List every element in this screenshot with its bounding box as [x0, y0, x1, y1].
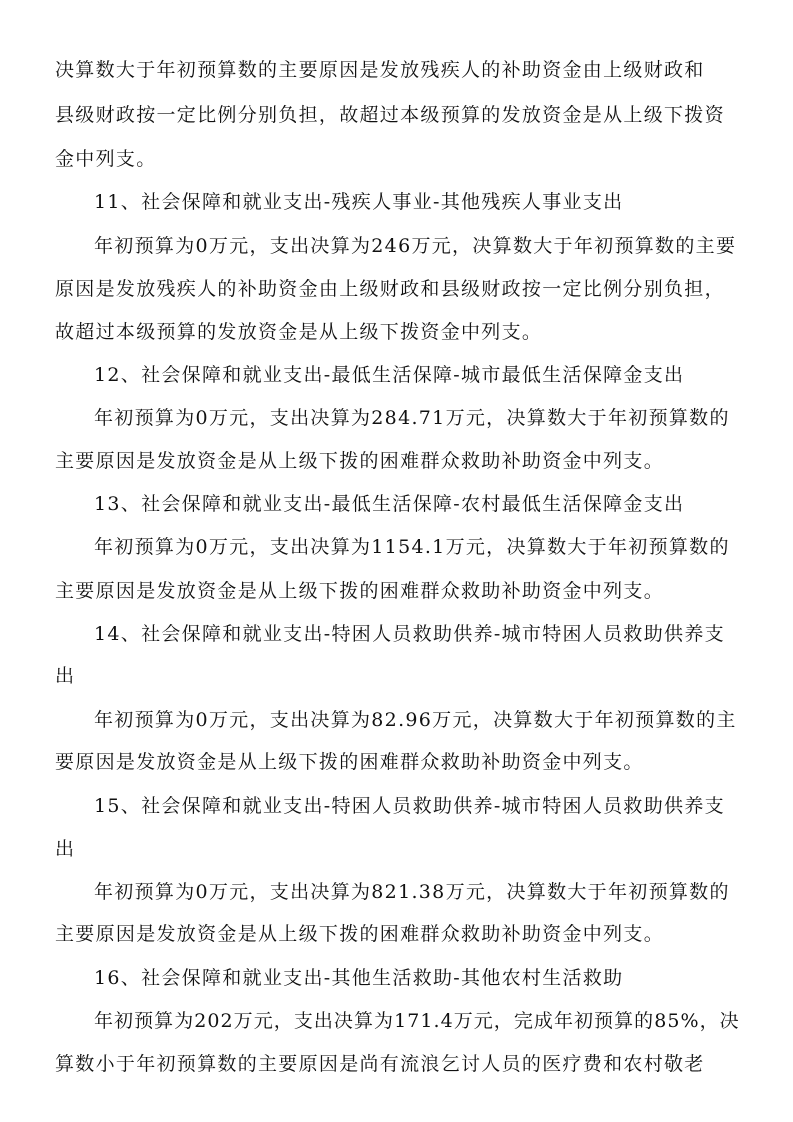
text-line: 主要原因是发放资金是从上级下拨的困难群众救助补助资金中列支。 [55, 450, 665, 472]
text-line: 年初预算为202万元，支出决算为171.4万元，完成年初预算的85%，决 [94, 1010, 740, 1032]
text-line: 主要原因是发放资金是从上级下拨的困难群众救助补助资金中列支。 [55, 923, 665, 945]
section-heading-15: 15、社会保障和就业支出-特困人员救助供养-城市特困人员救助供养支 [94, 795, 725, 817]
text-line: 算数小于年初预算数的主要原因是尚有流浪乞讨人员的医疗费和农村敬老 [55, 1053, 705, 1075]
section-heading-13: 13、社会保障和就业支出-最低生活保障-农村最低生活保障金支出 [94, 493, 685, 515]
section-heading-14: 14、社会保障和就业支出-特困人员救助供养-城市特困人员救助供养支 [94, 623, 725, 645]
text-line: 故超过本级预算的发放资金是从上级下拨资金中列支。 [55, 321, 543, 343]
text-line: 年初预算为0万元，支出决算为82.96万元，决算数大于年初预算数的主 [94, 709, 737, 731]
text-line: 金中列支。 [55, 148, 157, 170]
text-line: 要原因是发放资金是从上级下拨的困难群众救助补助资金中列支。 [55, 751, 644, 773]
text-line: 年初预算为0万元，支出决算为246万元，决算数大于年初预算数的主要 [94, 235, 737, 257]
section-heading-16: 16、社会保障和就业支出-其他生活救助-其他农村生活救助 [94, 967, 624, 989]
text-line: 出 [55, 838, 76, 860]
text-line: 年初预算为0万元，支出决算为1154.1万元，决算数大于年初预算数的 [94, 536, 730, 558]
text-line: 年初预算为0万元，支出决算为284.71万元，决算数大于年初预算数的 [94, 407, 730, 429]
text-line: 年初预算为0万元，支出决算为821.38万元，决算数大于年初预算数的 [94, 881, 730, 903]
text-line: 出 [55, 665, 76, 687]
text-line: 决算数大于年初预算数的主要原因是发放残疾人的补助资金由上级财政和 [55, 59, 705, 81]
text-line: 主要原因是发放资金是从上级下拨的困难群众救助补助资金中列支。 [55, 580, 665, 602]
section-heading-12: 12、社会保障和就业支出-最低生活保障-城市最低生活保障金支出 [94, 364, 685, 386]
section-heading-11: 11、社会保障和就业支出-残疾人事业-其他残疾人事业支出 [94, 191, 624, 213]
text-line: 原因是发放残疾人的补助资金由上级财政和县级财政按一定比例分别负担， [55, 278, 725, 300]
text-line: 县级财政按一定比例分别负担，故超过本级预算的发放资金是从上级下拨资 [55, 104, 725, 126]
